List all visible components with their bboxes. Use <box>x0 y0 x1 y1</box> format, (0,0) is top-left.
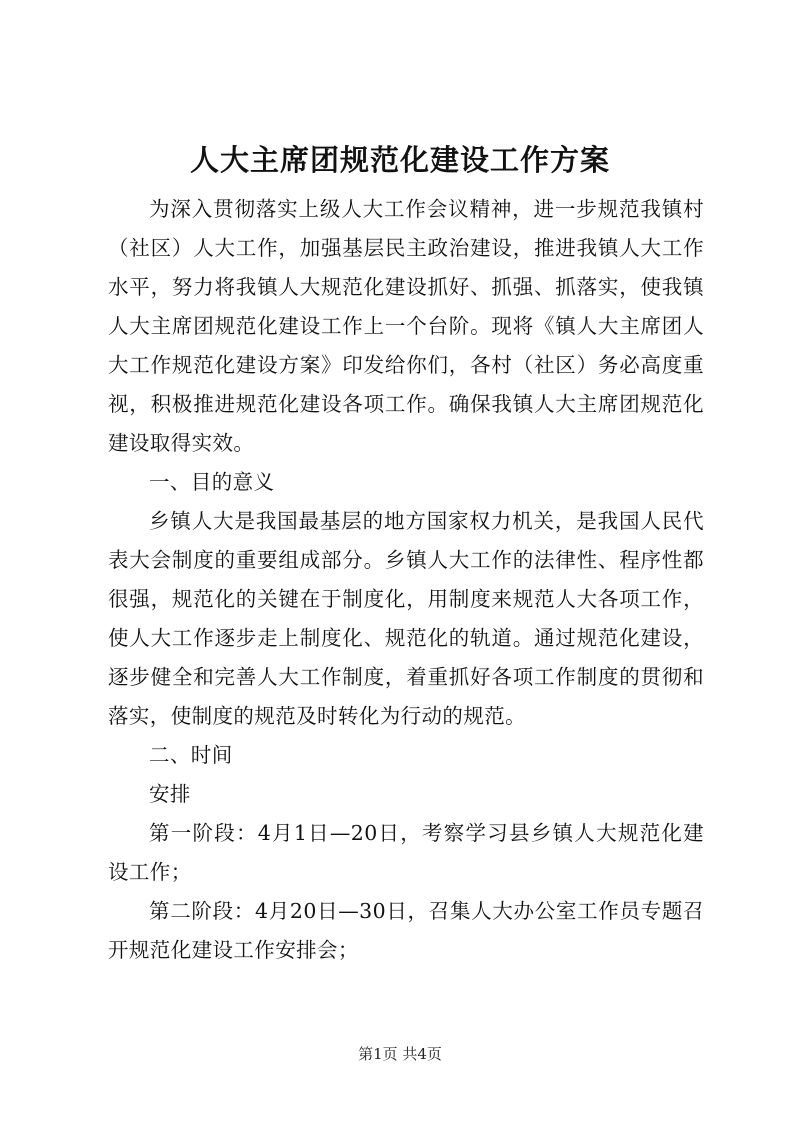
section-heading-time: 二、时间 <box>149 743 233 767</box>
purpose-paragraph: 乡镇人大是我国最基层的地方国家权力机关，是我国人民代表大会制度的重要组成部分。乡镇人大工作的法律性、程序性都很强，规范化的关键在于制度化，用制度来规范人大各项工作，使人大工作逐步走上制度化、规范化的轨道。通过规范化建设，逐步健全和完善人大工作制度，着重抓好各项工作制度的贯彻和落实，使制度的规范及时转化为行动的规范。 <box>108 509 704 728</box>
document-title: 人大主席团规范化建设工作方案 <box>189 143 610 177</box>
intro-paragraph: 为深入贯彻落实上级人大工作会议精神，进一步规范我镇村（社区）人大工作，加强基层民主政治建设，推进我镇人大工作水平，努力将我镇人大规范化建设抓好、抓强、抓落实，使我镇人大主席团规范化建设工作上一个台阶。现将《镇人大主席团人大工作规范化建设方案》印发给你们，各村（社区）务必高度重视，积极推进规范化建设各项工作。确保我镇人大主席团规范化建设取得实效。 <box>108 197 704 455</box>
document-body <box>108 190 704 970</box>
phase-one-paragraph: 第一阶段：4月1日—20日，考察学习县乡镇人大规范化建设工作； <box>108 821 704 884</box>
page-footer: 第1页 共4页 <box>358 1045 442 1063</box>
arrangement-label: 安排 <box>149 782 191 806</box>
section-heading-purpose: 一、目的意义 <box>149 470 275 494</box>
phase-two-paragraph: 第二阶段：4月20日—30日，召集人大办公室工作员专题召开规范化建设工作安排会； <box>108 899 704 962</box>
